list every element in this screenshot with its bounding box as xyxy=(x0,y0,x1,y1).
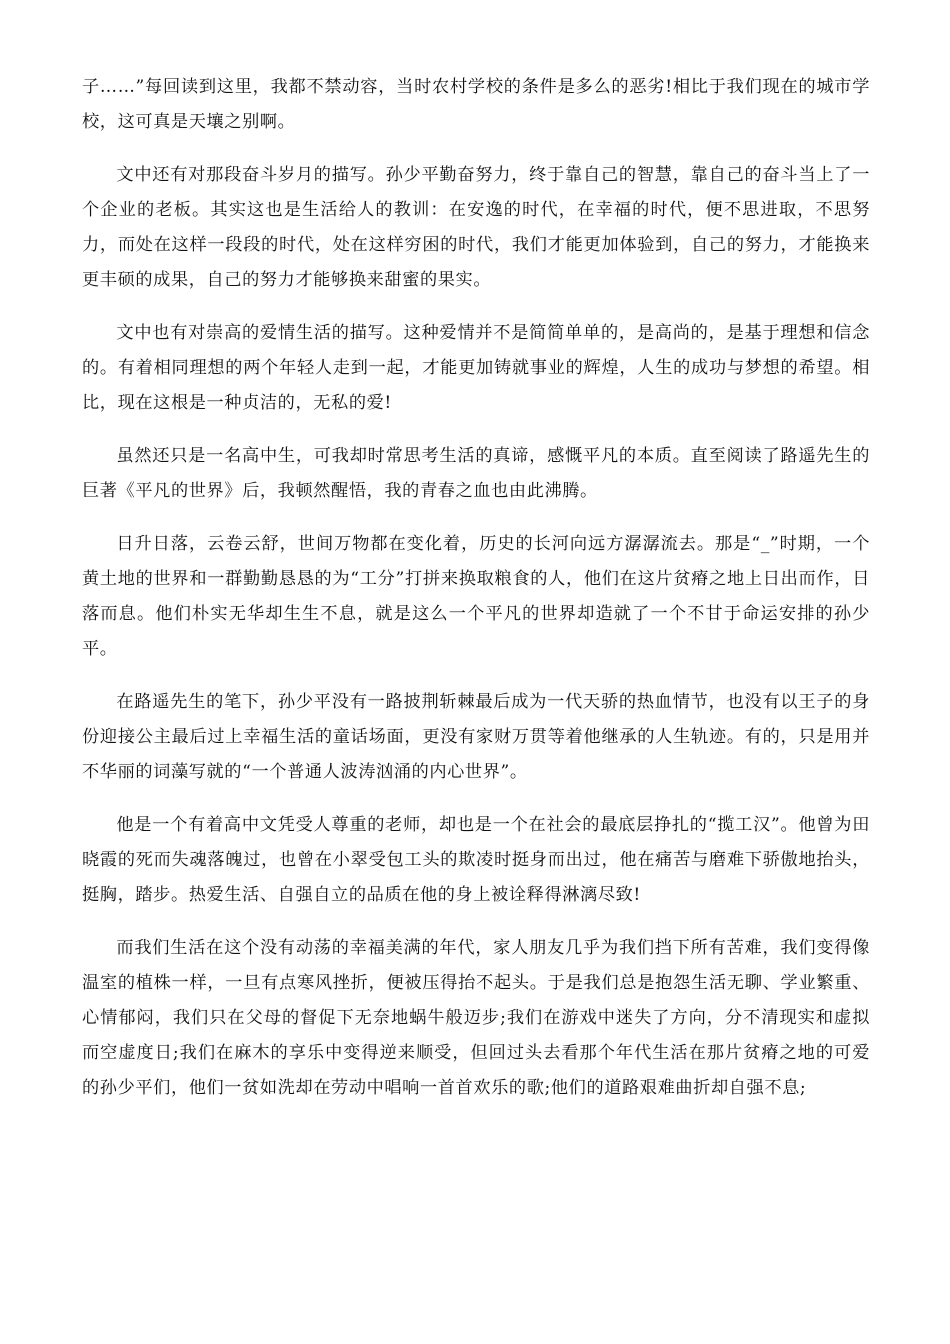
paragraph: 他是一个有着高中文凭受人尊重的老师，却也是一个在社会的最底层挣扎的“揽工汉”。他曾为田晓霞的死而失魂落魄过，也曾在小翠受包工头的欺凌时挺身而出过，他在痛苦与磨难下骄傲地抬头，挺胸，踏步。热爱生活、自强自立的品质在他的身上被诠释得淋漓尽致! xyxy=(82,815,870,905)
paragraph: 在路遥先生的笔下，孙少平没有一路披荆斩棘最后成为一代天骄的热血情节，也没有以王子的身份迎接公主最后过上幸福生活的童话场面，更没有家财万贯等着他继承的人生轨迹。有的，只是用并不华丽的词藻写就的“一个普通人波涛汹涌的内心世界”。 xyxy=(82,692,870,782)
paragraph: 而我们生活在这个没有动荡的幸福美满的年代，家人朋友几乎为我们挡下所有苦难，我们变得像温室的植株一样，一旦有点寒风挫折，便被压得抬不起头。于是我们总是抱怨生活无聊、学业繁重、心情郁闷，我们只在父母的督促下无奈地蜗牛般迈步;我们在游戏中迷失了方向，分不清现实和虚拟而空虚度日;我们在麻木的享乐中变得逆来顺受，但回过头去看那个年代生活在那片贫瘠之地的可爱的孙少平们，他们一贫如洗却在劳动中唱响一首首欢乐的歌;他们的道路艰难曲折却自强不息; xyxy=(82,938,870,1098)
paragraph: 文中还有对那段奋斗岁月的描写。孙少平勤奋努力，终于靠自己的智慧，靠自己的奋斗当上了一个企业的老板。其实这也是生活给人的教训：在安逸的时代，在幸福的时代，便不思进取，不思努力，而处在这样一段段的时代，处在这样穷困的时代，我们才能更加体验到，自己的努力，才能换来更丰硕的成果，自己的努力才能够换来甜蜜的果实。 xyxy=(82,165,870,290)
paragraph-continued: 子……”每回读到这里，我都不禁动容，当时农村学校的条件是多么的恶劣!相比于我们现在的城市学校，这可真是天壤之别啊。 xyxy=(82,77,870,132)
paragraph: 文中也有对崇高的爱情生活的描写。这种爱情并不是简简单单的，是高尚的，是基于理想和信念的。有着相同理想的两个年轻人走到一起，才能更加铸就事业的辉煌，人生的成功与梦想的希望。相比，现在这根是一种贞洁的，无私的爱! xyxy=(82,323,870,413)
document-page xyxy=(82,70,870,1124)
paragraph: 日升日落，云卷云舒，世间万物都在变化着，历史的长河向远方潺潺流去。那是“_”时期，一个黄土地的世界和一群勤勤恳恳的为“工分”打拼来换取粮食的人，他们在这片贫瘠之地上日出而作，日落而息。他们朴实无华却生生不息，就是这么一个平凡的世界却造就了一个不甘于命运安排的孙少平。 xyxy=(82,534,870,659)
paragraph: 虽然还只是一名高中生，可我却时常思考生活的真谛，感慨平凡的本质。直至阅读了路遥先生的巨著《平凡的世界》后，我顿然醒悟，我的青春之血也由此沸腾。 xyxy=(82,446,870,501)
